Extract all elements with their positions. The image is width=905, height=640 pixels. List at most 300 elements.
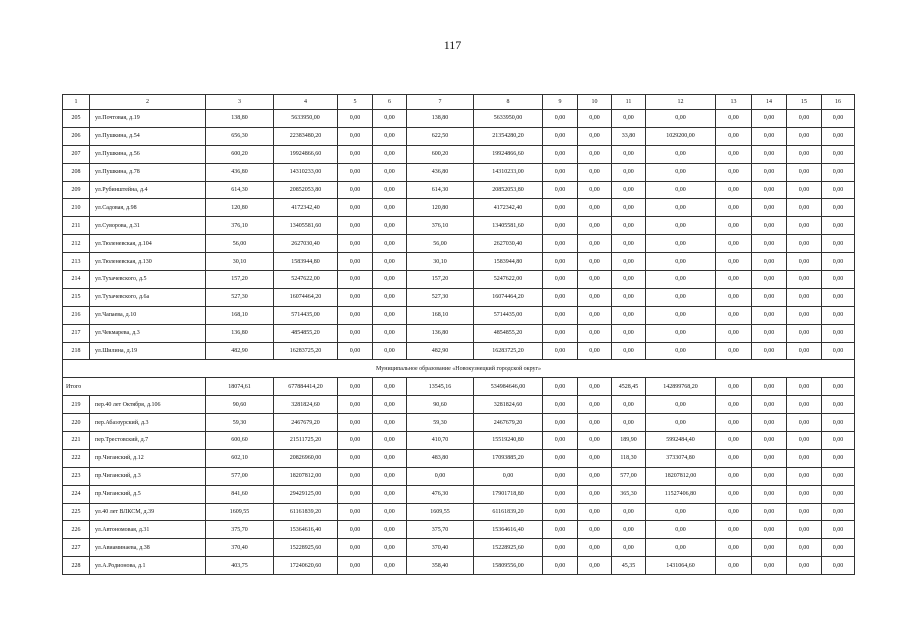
table-cell: 4 — [274, 95, 338, 110]
table-row — [63, 557, 855, 575]
table-cell: 189,90 — [612, 432, 646, 450]
table-cell: 0,00 — [787, 557, 822, 575]
table-cell: 410,70 — [407, 432, 474, 450]
table-cell: 0,00 — [646, 306, 716, 324]
table-cell: 0,00 — [578, 181, 612, 199]
table-cell: 0,00 — [752, 342, 787, 360]
table-cell: 0,00 — [752, 449, 787, 467]
table-cell: 0,00 — [787, 539, 822, 557]
table-cell: ул.Суворова, д.31 — [90, 217, 206, 235]
table-cell: 14 — [752, 95, 787, 110]
table-cell: 3281824,60 — [274, 396, 338, 414]
table-cell: 0,00 — [822, 324, 855, 342]
table-cell: 0,00 — [338, 145, 373, 163]
table-cell: 13405581,60 — [274, 217, 338, 235]
table-cell: 0,00 — [716, 306, 752, 324]
table-cell: 0,00 — [787, 235, 822, 253]
table-cell: 216 — [63, 306, 90, 324]
table-row — [63, 324, 855, 342]
table-cell: 0,00 — [373, 396, 407, 414]
table-cell: 16 — [822, 95, 855, 110]
table-cell: 0,00 — [578, 235, 612, 253]
table-cell: 5247622,00 — [474, 271, 543, 289]
table-cell: 483,80 — [407, 449, 474, 467]
table-cell: 90,60 — [407, 396, 474, 414]
table-cell: 0,00 — [373, 235, 407, 253]
table-cell: 12 — [646, 95, 716, 110]
table-cell: 0,00 — [612, 110, 646, 128]
table-cell: 0,00 — [612, 253, 646, 271]
table-cell: 5 — [338, 95, 373, 110]
table-cell: ул.Шилина, д.19 — [90, 342, 206, 360]
table-cell: 0,00 — [578, 324, 612, 342]
table-cell: 622,50 — [407, 127, 474, 145]
table-cell: 0,00 — [543, 163, 578, 181]
table-row — [63, 342, 855, 360]
table-cell: 33,80 — [612, 127, 646, 145]
table-cell: 0,00 — [752, 110, 787, 128]
table-cell: 0,00 — [822, 306, 855, 324]
table-cell: 4172342,40 — [474, 199, 543, 217]
table-cell: 482,90 — [206, 342, 274, 360]
table-cell: 0,00 — [338, 306, 373, 324]
table-cell: 0,00 — [612, 199, 646, 217]
table-cell: 0,00 — [373, 414, 407, 432]
table-cell: 0,00 — [543, 449, 578, 467]
table-cell: Муниципальное образование «Новокузнецкий городской округ» — [63, 360, 855, 378]
table-cell: 213 — [63, 253, 90, 271]
table-cell: 534984646,00 — [474, 378, 543, 396]
table-cell: 6 — [373, 95, 407, 110]
table-cell: 0,00 — [373, 324, 407, 342]
table-cell: 4528,45 — [612, 378, 646, 396]
table-cell: 0,00 — [787, 145, 822, 163]
table-row — [63, 235, 855, 253]
table-cell: 0,00 — [338, 217, 373, 235]
table-cell: 2627030,40 — [474, 235, 543, 253]
table-cell: 0,00 — [787, 414, 822, 432]
table-cell: 16283725,20 — [274, 342, 338, 360]
table-cell: 600,60 — [206, 432, 274, 450]
table-cell: 223 — [63, 467, 90, 485]
table-row — [63, 432, 855, 450]
table-cell: 0,00 — [752, 306, 787, 324]
table-cell: 0,00 — [646, 253, 716, 271]
table-cell: 1609,55 — [407, 503, 474, 521]
table-cell: 138,80 — [206, 110, 274, 128]
table-cell: 0,00 — [338, 432, 373, 450]
table-cell: 0,00 — [338, 163, 373, 181]
table-cell: 0,00 — [373, 467, 407, 485]
table-cell: 0,00 — [787, 324, 822, 342]
table-cell: 0,00 — [716, 181, 752, 199]
table-cell: 0,00 — [373, 145, 407, 163]
table-cell: 4172342,40 — [274, 199, 338, 217]
table-cell: 168,10 — [206, 306, 274, 324]
table-cell: 0,00 — [716, 163, 752, 181]
table-cell: 90,60 — [206, 396, 274, 414]
table-cell: 0,00 — [646, 288, 716, 306]
table-cell: 59,30 — [407, 414, 474, 432]
table-cell: 0,00 — [612, 306, 646, 324]
table-cell: 0,00 — [787, 396, 822, 414]
table-cell: 0,00 — [716, 253, 752, 271]
section-title-row — [63, 360, 855, 378]
table-cell: 0,00 — [612, 539, 646, 557]
table-cell: 0,00 — [787, 503, 822, 521]
table-cell: 0,00 — [787, 163, 822, 181]
table-cell: 215 — [63, 288, 90, 306]
table-cell: 0,00 — [716, 288, 752, 306]
table-cell: 0,00 — [822, 449, 855, 467]
table-cell: 228 — [63, 557, 90, 575]
table-cell: 0,00 — [752, 145, 787, 163]
table-cell: 0,00 — [338, 181, 373, 199]
table-cell: 0,00 — [373, 449, 407, 467]
table-cell: 0,00 — [543, 467, 578, 485]
table-cell: 0,00 — [612, 342, 646, 360]
table-cell: 15364616,40 — [274, 521, 338, 539]
table-row — [63, 449, 855, 467]
table-cell: 5714435,00 — [474, 306, 543, 324]
table-cell: 212 — [63, 235, 90, 253]
table-cell: 0,00 — [373, 271, 407, 289]
table-cell: 0,00 — [646, 181, 716, 199]
table-cell: 0,00 — [822, 217, 855, 235]
table-cell: 118,30 — [612, 449, 646, 467]
table-cell: 0,00 — [646, 110, 716, 128]
table-cell: 0,00 — [787, 110, 822, 128]
table-cell: 0,00 — [543, 110, 578, 128]
table-cell: 18207812,00 — [646, 467, 716, 485]
table-cell: 8 — [474, 95, 543, 110]
table-cell: 0,00 — [787, 271, 822, 289]
table-cell: 15 — [787, 95, 822, 110]
table-cell: 0,00 — [578, 306, 612, 324]
table-cell: ул.Пушкина, д.56 — [90, 145, 206, 163]
table-cell: 224 — [63, 485, 90, 503]
table-cell: 168,10 — [407, 306, 474, 324]
table-cell: 0,00 — [373, 127, 407, 145]
table-cell: пр.Чиганский, д.5 — [90, 485, 206, 503]
table-row — [63, 467, 855, 485]
table-cell: 0,00 — [578, 253, 612, 271]
table-cell: 0,00 — [752, 521, 787, 539]
table-cell: 1 — [63, 95, 90, 110]
table-cell: 45,35 — [612, 557, 646, 575]
table-row — [63, 145, 855, 163]
table-cell: 7 — [407, 95, 474, 110]
table-cell: 11 — [612, 95, 646, 110]
table-cell: 0,00 — [578, 432, 612, 450]
table-cell: 15228925,60 — [474, 539, 543, 557]
table-cell: 0,00 — [716, 127, 752, 145]
table-cell: 0,00 — [716, 217, 752, 235]
table-cell: 0,00 — [752, 271, 787, 289]
table-cell: 0,00 — [543, 539, 578, 557]
table-cell: 0,00 — [338, 324, 373, 342]
table-cell: 436,80 — [407, 163, 474, 181]
table-cell: 136,80 — [407, 324, 474, 342]
table-cell: 0,00 — [646, 145, 716, 163]
table-cell: 0,00 — [612, 271, 646, 289]
table-cell: 0,00 — [646, 235, 716, 253]
table-cell: 677884414,20 — [274, 378, 338, 396]
table-cell: 0,00 — [752, 432, 787, 450]
table-cell: 0,00 — [752, 163, 787, 181]
table-cell: 656,30 — [206, 127, 274, 145]
table-cell: 0,00 — [787, 342, 822, 360]
table-cell: 0,00 — [578, 378, 612, 396]
table-cell: 0,00 — [787, 432, 822, 450]
table-row — [63, 253, 855, 271]
table-cell: 0,00 — [822, 485, 855, 503]
table-cell: пер.40 лет Октября, д.106 — [90, 396, 206, 414]
table-cell: 476,30 — [407, 485, 474, 503]
table-cell: 20826960,00 — [274, 449, 338, 467]
table-cell: 0,00 — [543, 145, 578, 163]
table-cell: 0,00 — [543, 235, 578, 253]
table-cell: 0,00 — [716, 557, 752, 575]
table-row — [63, 396, 855, 414]
table-cell: 0,00 — [646, 414, 716, 432]
table-cell: 0,00 — [787, 181, 822, 199]
table-cell: 0,00 — [752, 503, 787, 521]
table-cell: 0,00 — [612, 521, 646, 539]
table-cell: 0,00 — [474, 467, 543, 485]
table-cell: 142899768,20 — [646, 378, 716, 396]
table-cell: 29429125,00 — [274, 485, 338, 503]
table-cell: 1609,55 — [206, 503, 274, 521]
table-cell: 1029200,00 — [646, 127, 716, 145]
table-cell: 0,00 — [752, 557, 787, 575]
table-cell: 0,00 — [338, 253, 373, 271]
table-cell: 0,00 — [787, 217, 822, 235]
table-cell: 0,00 — [578, 217, 612, 235]
table-cell: ул.Авиаминаева, д.38 — [90, 539, 206, 557]
table-cell: 0,00 — [752, 396, 787, 414]
table-cell: 0,00 — [543, 288, 578, 306]
table-cell: ул.40 лет ВЛКСМ, д.39 — [90, 503, 206, 521]
table-cell: 0,00 — [822, 110, 855, 128]
table-cell: ул.Чекмарева, д.3 — [90, 324, 206, 342]
table-cell: 0,00 — [752, 539, 787, 557]
column-number-row — [63, 95, 855, 110]
table-cell: ул.Чапаева, д.10 — [90, 306, 206, 324]
table-cell: 0,00 — [822, 271, 855, 289]
table-cell: 577,00 — [206, 467, 274, 485]
table-cell: 0,00 — [787, 253, 822, 271]
table-cell: 0,00 — [716, 414, 752, 432]
table-cell: 0,00 — [578, 199, 612, 217]
table-cell: 4854855,20 — [474, 324, 543, 342]
table-row — [63, 127, 855, 145]
table-cell: 0,00 — [822, 342, 855, 360]
table-row — [63, 306, 855, 324]
table-cell: 0,00 — [752, 235, 787, 253]
table-cell: 0,00 — [373, 557, 407, 575]
table-cell: 0,00 — [716, 145, 752, 163]
table-cell: 0,00 — [646, 521, 716, 539]
table-cell: 0,00 — [373, 110, 407, 128]
table-cell: 0,00 — [373, 199, 407, 217]
table-cell: 0,00 — [338, 271, 373, 289]
table-cell: 0,00 — [578, 288, 612, 306]
table-cell: 22383480,20 — [274, 127, 338, 145]
table-cell: 0,00 — [612, 235, 646, 253]
table-row — [63, 163, 855, 181]
table-cell: 0,00 — [612, 163, 646, 181]
table-cell: пер.Абаэзурский, д.3 — [90, 414, 206, 432]
table-cell: 0,00 — [646, 342, 716, 360]
table-cell: 0,00 — [578, 467, 612, 485]
table-cell: 0,00 — [578, 163, 612, 181]
table-cell: 482,90 — [407, 342, 474, 360]
table-cell: 59,30 — [206, 414, 274, 432]
table-cell: 0,00 — [822, 378, 855, 396]
table-cell: 0,00 — [373, 217, 407, 235]
table-cell: 16074464,20 — [274, 288, 338, 306]
table-cell: 13 — [716, 95, 752, 110]
table-cell: 0,00 — [373, 485, 407, 503]
table-cell: пер.Трестовский, д.7 — [90, 432, 206, 450]
table-cell: 220 — [63, 414, 90, 432]
table-cell: 157,20 — [206, 271, 274, 289]
table-cell: 0,00 — [822, 163, 855, 181]
table-cell: 0,00 — [338, 557, 373, 575]
table-cell: 0,00 — [338, 414, 373, 432]
table-cell: ул.Тухачевского, д.6а — [90, 288, 206, 306]
table-row — [63, 288, 855, 306]
table-cell: 18207812,00 — [274, 467, 338, 485]
table-cell: 0,00 — [578, 342, 612, 360]
table-row — [63, 199, 855, 217]
table-cell: 0,00 — [578, 145, 612, 163]
table-cell: 0,00 — [543, 503, 578, 521]
table-cell: 5633950,00 — [474, 110, 543, 128]
table-cell: 0,00 — [646, 163, 716, 181]
table-cell: 0,00 — [338, 485, 373, 503]
table-cell: 0,00 — [338, 342, 373, 360]
table-cell: 15364616,40 — [474, 521, 543, 539]
table-cell: 1583944,80 — [474, 253, 543, 271]
table-cell: 0,00 — [646, 217, 716, 235]
table-row — [63, 110, 855, 128]
table-cell: 56,00 — [206, 235, 274, 253]
table-cell: 14310233,00 — [274, 163, 338, 181]
table-cell: 19924866,60 — [274, 145, 338, 163]
table-cell: 0,00 — [716, 199, 752, 217]
table-cell: 219 — [63, 396, 90, 414]
table-cell: 0,00 — [646, 324, 716, 342]
table-cell: 0,00 — [543, 396, 578, 414]
table-cell: 205 — [63, 110, 90, 128]
table-cell: 0,00 — [822, 145, 855, 163]
table-cell: 0,00 — [787, 378, 822, 396]
table-cell: ул.Пушкина, д.54 — [90, 127, 206, 145]
table-cell: 15519240,80 — [474, 432, 543, 450]
table-cell: 0,00 — [338, 378, 373, 396]
table-cell: 0,00 — [338, 288, 373, 306]
table-cell: 3 — [206, 95, 274, 110]
table-cell: 0,00 — [716, 324, 752, 342]
table-row — [63, 414, 855, 432]
table-cell: 0,00 — [373, 432, 407, 450]
table-cell: 600,20 — [206, 145, 274, 163]
table-cell: 17240620,60 — [274, 557, 338, 575]
table-row — [63, 503, 855, 521]
table-cell: 0,00 — [543, 217, 578, 235]
table-cell: 207 — [63, 145, 90, 163]
table-cell: 0,00 — [612, 503, 646, 521]
table-cell: 61161839,20 — [274, 503, 338, 521]
table-cell: 0,00 — [716, 235, 752, 253]
table-cell: 0,00 — [543, 199, 578, 217]
table-cell: 17901718,80 — [474, 485, 543, 503]
table-cell: 5992484,40 — [646, 432, 716, 450]
table-cell: 0,00 — [822, 414, 855, 432]
table-cell: 0,00 — [716, 110, 752, 128]
table-cell: 436,80 — [206, 163, 274, 181]
table-cell: 0,00 — [543, 253, 578, 271]
table-cell: 1431064,60 — [646, 557, 716, 575]
table-cell: 0,00 — [338, 467, 373, 485]
table-cell: 0,00 — [338, 199, 373, 217]
table-cell: ул.Почтовая, д.19 — [90, 110, 206, 128]
table-cell: 2 — [90, 95, 206, 110]
table-cell: 0,00 — [338, 449, 373, 467]
table-cell: 0,00 — [716, 485, 752, 503]
table-cell: 614,30 — [407, 181, 474, 199]
table-cell: 0,00 — [338, 235, 373, 253]
table-cell: 56,00 — [407, 235, 474, 253]
table-cell: 0,00 — [752, 127, 787, 145]
table-cell: 0,00 — [787, 127, 822, 145]
table-cell: 0,00 — [787, 467, 822, 485]
table-cell: 0,00 — [373, 181, 407, 199]
table-cell: 0,00 — [787, 306, 822, 324]
table-cell: 214 — [63, 271, 90, 289]
table-cell: 0,00 — [578, 521, 612, 539]
table-cell: 0,00 — [373, 342, 407, 360]
table-row — [63, 539, 855, 557]
table-cell: 0,00 — [752, 324, 787, 342]
table-row — [63, 271, 855, 289]
table-cell: 0,00 — [338, 396, 373, 414]
table-cell: 0,00 — [822, 127, 855, 145]
table-cell: 0,00 — [543, 521, 578, 539]
table-cell: 227 — [63, 539, 90, 557]
page-number: 117 — [443, 38, 462, 52]
table-cell: 614,30 — [206, 181, 274, 199]
table-cell: 0,00 — [578, 396, 612, 414]
table-cell: 0,00 — [822, 467, 855, 485]
table-cell: 841,60 — [206, 485, 274, 503]
table-cell: 0,00 — [787, 288, 822, 306]
table-cell: 0,00 — [752, 485, 787, 503]
table-cell: 17093885,20 — [474, 449, 543, 467]
table-cell: 0,00 — [612, 181, 646, 199]
table-cell: 602,10 — [206, 449, 274, 467]
table-cell: 30,10 — [407, 253, 474, 271]
table-cell: 0,00 — [612, 145, 646, 163]
table-cell: 0,00 — [578, 449, 612, 467]
table-cell: 0,00 — [752, 467, 787, 485]
table-cell: ул.Тюленевская, д.104 — [90, 235, 206, 253]
table-cell: 0,00 — [578, 110, 612, 128]
table-cell: 0,00 — [373, 253, 407, 271]
table-cell: 0,00 — [822, 557, 855, 575]
